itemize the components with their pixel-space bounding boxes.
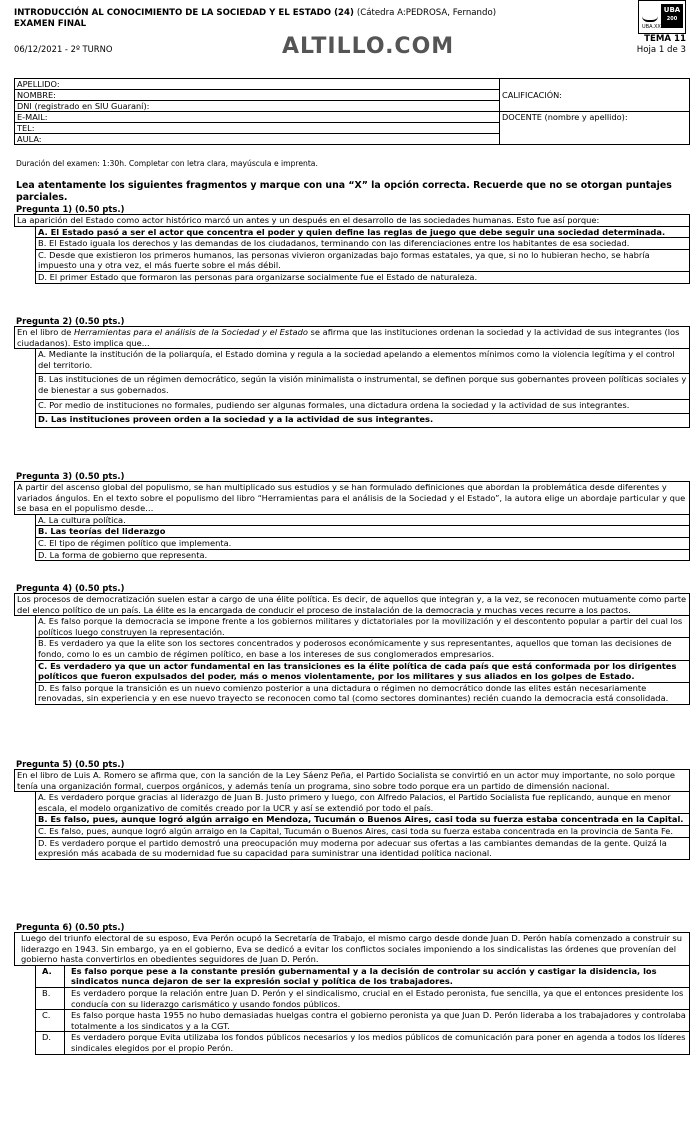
question-header: Pregunta 6) (0.50 pts.) — [16, 922, 125, 932]
stem-pre: En el libro de — [17, 327, 75, 337]
question-stem: Los procesos de democratización suelen estar a cargo de una élite política. Es decir, de aquellos que integran y, a la vez, se reconocen mutuamente como parte del elenco político de un país. La élite es la encargada de conducir el proceso de instalación de la democracia y muchas veces recurre a los pactos. — [14, 593, 690, 616]
option-d[interactable]: D. La forma de gobierno que representa. — [36, 550, 690, 562]
options-list — [35, 966, 690, 1055]
docente-field[interactable]: DOCENTE (nombre y apellido): — [500, 112, 690, 145]
option-b[interactable]: B. Las instituciones de un régimen democrático, según la visión minimalista o instrumental, se definen porque sus gobernantes proveen políticas sociales y de bienestar a sus gobernados. — [36, 374, 690, 399]
exam-page — [14, 6, 690, 1053]
logo-small-text: UBA.XXI — [642, 24, 663, 30]
options-list — [35, 792, 690, 860]
book-title: Herramientas para el análisis de la Sociedad y el Estado — [74, 327, 308, 337]
option-c[interactable]: C. Por medio de instituciones no formales, pudiendo ser algunas formales, una dictadura ordena la sociedad y la actividad de sus integrantes. — [36, 400, 690, 415]
course-name: INTRODUCCIÓN AL CONOCIMIENTO DE LA SOCIEDAD Y EL ESTADO (24) — [14, 8, 354, 18]
question-5 — [14, 759, 690, 860]
site-watermark: ALTILLO.COM — [282, 34, 455, 59]
question-stem: En el libro de Luis A. Romero se afirma que, con la sanción de la Ley Sáenz Peña, el Partido Socialista se convirtió en un actor muy importante, no solo porque tenía una organización formal, cuerpos orgánicos, y además tenía un programa, sino sobre todo porque era un partido de dimensión nacional. — [14, 769, 690, 792]
option-a[interactable]: A. Mediante la institución de la poliarquía, el Estado domina y regula a la sociedad apelando a elementos mínimos como la violencia legítima y el control del territorio. — [36, 349, 690, 374]
option-text: Es falso porque hasta 1955 no hubo demasiadas huelgas contra el gobierno peronista ya que Juan D. Perón lideraba a los trabajadores y controlaba totalmente a los sindicatos y a la CGT. — [71, 1010, 686, 1031]
exam-date: 06/12/2021 - 2º TURNO — [14, 44, 113, 54]
logo-block — [661, 4, 683, 28]
question-header: Pregunta 3) (0.50 pts.) — [16, 471, 125, 481]
option-a[interactable]: A. Es falso porque la democracia se impone frente a los gobiernos militares y dictatoriales por la movilización y el descontento popular a partir del cual los políticos luego construyen la representación. — [36, 616, 690, 638]
option-a[interactable] — [36, 966, 690, 988]
question-4 — [14, 583, 690, 705]
tema-label: TEMA 11 — [644, 34, 686, 44]
option-letter: C. — [38, 1010, 65, 1031]
option-d[interactable] — [36, 1032, 690, 1054]
option-text: Es verdadero porque la relación entre Juan D. Perón y el sindicalismo, crucial en el Estado peronista, fue sencilla, ya que el entonces presidente los conducía con su liderazgo carismático y usando fondos públicos. — [71, 987, 684, 1009]
logo-text: UBA — [663, 6, 681, 14]
option-c[interactable]: C. El tipo de régimen político que implementa. — [36, 538, 690, 550]
option-text: Es falso porque pese a la constante presión gubernamental y a la decisión de controlar su acción y castigar la disidencia, los sindicatos nunca dejaron de ser la expresión social y política de los trabajadores. — [71, 965, 657, 987]
option-d[interactable]: D. Es verdadero porque el partido demostró una preocupación muy moderna por adecuar sus ofertas a las cambiantes demandas de la gente. Quizá la expresión más acabada de su modernidad fue su capacidad para suministrar una identidad política nacional. — [36, 838, 690, 860]
options-list — [35, 227, 690, 284]
exam-type: EXAMEN FINAL — [14, 19, 87, 29]
option-b[interactable]: B. Las teorías del liderazgo — [36, 526, 690, 538]
option-b[interactable]: B. Es verdadero ya que la elite son los sectores concentrados y poderosos económicamente y sus representantes, aquellos que toman las decisiones de fondo, como lo es un cambio de régimen político, en base a los intereses de sus conglomerados empresarios. — [36, 638, 690, 660]
options-list — [35, 515, 690, 561]
tel-field[interactable]: TEL: — [15, 123, 500, 134]
apellido-field[interactable]: APELLIDO: — [15, 79, 500, 90]
dni-field[interactable]: DNI (registrado en SIU Guaraní): — [15, 101, 500, 112]
question-2 — [14, 316, 690, 428]
options-list — [35, 349, 690, 428]
option-a[interactable]: A. Es verdadero porque gracias al liderazgo de Juan B. Justo primero y luego, con Alfredo Palacios, el Partido Socialista fue replicando, aunque en menor escala, el modelo organizativo de comités creado por la UCR y así se extendió por todo el país. — [36, 792, 690, 814]
aula-field[interactable]: AULA: — [15, 134, 500, 145]
nombre-field[interactable]: NOMBRE: — [15, 90, 500, 101]
uba-logo — [638, 0, 686, 34]
question-header: Pregunta 5) (0.50 pts.) — [16, 759, 125, 769]
question-header: Pregunta 4) (0.50 pts.) — [16, 583, 125, 593]
calificacion-field[interactable]: CALIFICACIÓN: — [500, 79, 690, 112]
exam-header-title — [14, 8, 690, 30]
option-c[interactable]: C. Es verdadero ya que un actor fundamental en las transiciones es la élite política de cada país que está conformada por los dirigentes políticos que fueron expulsados del poder, más o menos violentamente, por los militares y sus aliados en los golpes de Estado. — [36, 661, 690, 683]
option-c[interactable]: C. Desde que existieron los primeros humanos, las personas vivieron organizadas bajo formas estatales, ya que, si no lo hubieran hecho, se habría impuesto una y otra vez, el más fuerte sobre el más débil. — [36, 250, 690, 272]
question-1 — [14, 204, 690, 284]
question-header: Pregunta 2) (0.50 pts.) — [16, 316, 125, 326]
question-stem: A partir del ascenso global del populismo, se han multiplicado sus estudios y se han formulado definiciones que abordan la problemática desde diferentes y variados ángulos. En el texto sobre el populismo del libro “Herramientas para el análisis de la Sociedad y el Estado”, la autora elige un abordaje particular y que se basa en el populismo desde… — [14, 481, 690, 515]
email-field[interactable]: E-MAIL: — [15, 112, 500, 123]
chair-name: (Cátedra A:PEDROSA, Fernando) — [356, 8, 497, 18]
question-6 — [14, 922, 690, 1055]
instructions: Lea atentamente los siguientes fragmentos y marque con una “X” la opción correcta. Recuerde que no se otorgan puntajes parciales. — [16, 180, 672, 203]
option-letter: A. — [38, 966, 65, 987]
option-b[interactable]: B. Es falso, pues, aunque logró algún arraigo en Mendoza, Tucumán o Buenos Aires, casi toda su fuerza estaba concentrada en la Capital. — [36, 814, 690, 826]
option-d[interactable]: D. El primer Estado que formaron las personas para organizarse socialmente fue el Estado de naturaleza. — [36, 272, 690, 284]
duration-note: Duración del examen: 1:30h. Completar con letra clara, mayúscula e imprenta. — [16, 159, 318, 168]
question-3 — [14, 471, 690, 561]
options-list — [35, 616, 690, 705]
option-b[interactable] — [36, 988, 690, 1010]
logo-sub: 200 — [666, 16, 678, 22]
option-d[interactable]: D. Las instituciones proveen orden a la sociedad y a la actividad de sus integrantes. — [36, 414, 690, 428]
option-letter: B. — [38, 988, 65, 1009]
stem-post: se afirma que las instituciones ordenan la sociedad y la actividad de sus integrantes (los ciudadanos). Esto implica que... — [17, 327, 680, 348]
logo-wave-icon — [642, 15, 658, 22]
student-id-table — [14, 78, 690, 145]
question-stem: La aparición del Estado como actor histórico marcó un antes y un después en el desarrollo de las sociedades humanas. Esto fue así porque: — [14, 214, 690, 227]
option-c[interactable]: C. Es falso, pues, aunque logró algún arraigo en la Capital, Tucumán o Buenos Aires, casi toda su fuerza estaba concentrada en la provincia de Santa Fe. — [36, 826, 690, 838]
option-d[interactable]: D. Es falso porque la transición es un nuevo comienzo posterior a una dictadura o régimen no democrático donde las elites están necesariamente renovadas, sin experiencia y en ese nuevo trayecto se reconocen como tal (como sectores dominantes) recién cuando la democracia está consolidada. — [36, 683, 690, 705]
question-header: Pregunta 1) (0.50 pts.) — [16, 204, 125, 214]
option-b[interactable]: B. El Estado iguala los derechos y las demandas de los ciudadanos, terminando con las diferenciaciones entre los habitantes de esa sociedad. — [36, 238, 690, 250]
option-c[interactable] — [36, 1010, 690, 1032]
option-a[interactable]: A. La cultura política. — [36, 515, 690, 527]
option-letter: D. — [38, 1032, 65, 1053]
option-a[interactable]: A. El Estado pasó a ser el actor que concentra el poder y quien define las reglas de juego que debe seguir una sociedad determinada. — [36, 227, 690, 239]
hoja-label: Hoja 1 de 3 — [636, 45, 686, 55]
question-stem: Luego del triunfo electoral de su esposo, Eva Perón ocupó la Secretaría de Trabajo, el mismo cargo desde donde Juan D. Perón había comenzado a construir su liderazgo en 1943. Sin embargo, ya en el gobierno, Eva se dedicó a evitar los conflictos sociales imponiendo a los sindicalistas las órdenes que provenían del gobierno hasta convertirlos en obedientes seguidores de Juan D. Perón. — [14, 932, 690, 966]
question-stem — [14, 326, 690, 349]
option-text: Es verdadero porque Evita utilizaba los fondos públicos necesarios y los medios públicos de comunicación para poner en agenda a todos los líderes sindicales elegidos por el propio Perón. — [71, 1032, 686, 1053]
tema-block — [637, 34, 686, 56]
